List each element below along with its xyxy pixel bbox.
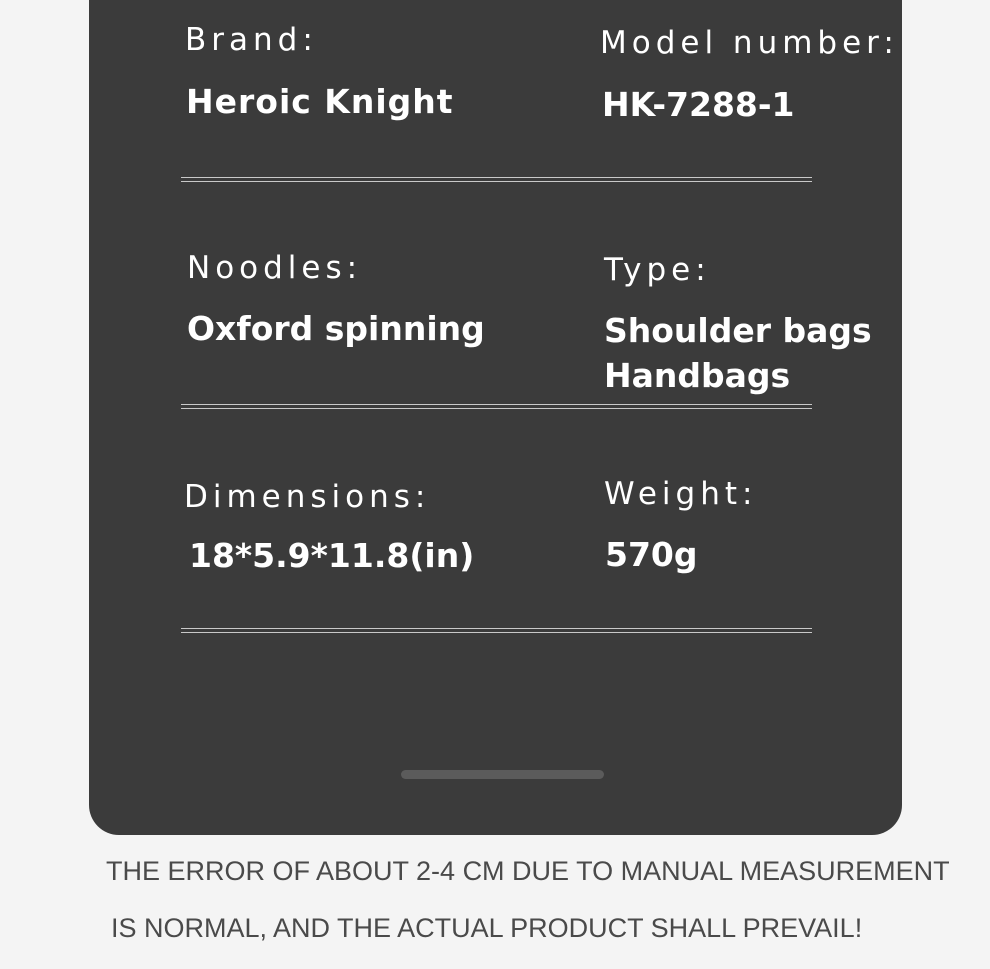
spec-card — [89, 0, 902, 835]
type-value-line-2: Handbags — [604, 356, 791, 395]
noodles-label: Noodles: — [187, 250, 363, 286]
brand-label: Brand: — [185, 22, 318, 58]
weight-value: 570g — [605, 535, 698, 574]
type-value-line-1: Shoulder bags — [604, 311, 872, 350]
dimensions-label: Dimensions: — [184, 479, 431, 515]
noodles-value: Oxford spinning — [187, 309, 485, 348]
weight-label: Weight: — [604, 476, 758, 512]
model-number-value: HK-7288-1 — [602, 85, 795, 124]
divider-1 — [181, 177, 812, 182]
divider-3 — [181, 628, 812, 633]
dimensions-value: 18*5.9*11.8(in) — [189, 536, 475, 575]
divider-2 — [181, 404, 812, 409]
model-number-label: Model number: — [600, 25, 899, 61]
measurement-note-line-1: THE ERROR OF ABOUT 2-4 CM DUE TO MANUAL MEASUREMENT — [106, 856, 950, 886]
scroll-handle[interactable] — [401, 770, 604, 779]
measurement-note-line-2: IS NORMAL, AND THE ACTUAL PRODUCT SHALL PREVAIL! — [111, 913, 863, 943]
type-value — [604, 308, 872, 398]
brand-value: Heroic Knight — [186, 82, 454, 121]
type-label: Type: — [604, 252, 711, 288]
